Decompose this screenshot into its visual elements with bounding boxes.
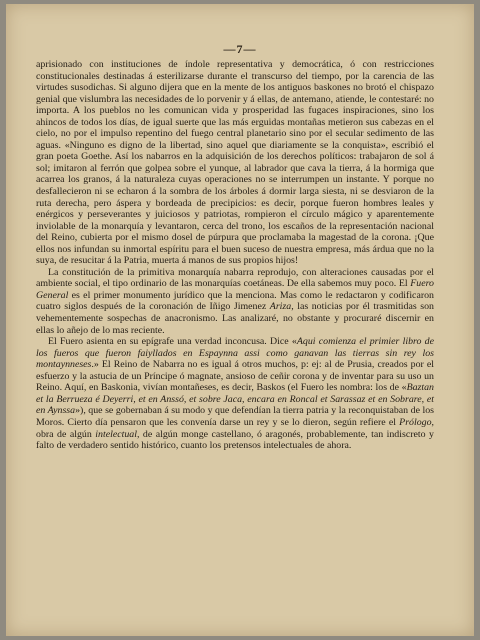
- italic-text: Aqui comienza el primier libro de los fueros que fueron faiyllados en Espaynna assi como ganavan las tierras sin rey los montaynneses: [36, 336, 434, 371]
- text-run: .» El Reino de Nabarra no es igual á otros muchos, p: ej: al de Prusia, creados por el esfuerzo y la astucia de un Príncipe ó magnate, ansioso de ceñir corona y de inventar para su uso un Reino. Aquí, en Baskonia, vivían montañeses, es decir, Baskos (el Fuero les nombra: los de «: [36, 359, 434, 394]
- text-run: La constitución de la primitiva monarquía nabarra reprodujo, con alteraciones causadas por el ambiente social, el tipo ordinario de las monarquías coetáneas. De ella sabemos muy poco. El: [36, 266, 434, 290]
- paragraph-p2: [36, 267, 434, 336]
- text-run: , obra de algún: [36, 416, 434, 440]
- text-run: , de algún monge castellano, ó aragonés, probablemente, tan indiscreto y falto de verdadero sentido histórico, cuanto los pretensos intelectuales de ahora.: [36, 428, 434, 452]
- text-run: , las noticias por él trasmitidas son vehementemente sospechas de anacronismo. Las analizaré, no obstante y procuraré discernir en ellas lo añejo de lo mas reciente.: [36, 301, 434, 336]
- text-run: »), que se gobernaban á su modo y que defendían la tierra patria y la reconquistaban de los Moros. Cierto día pensaron que les convenía darse un rey y se lo dieron, según refiere el: [36, 405, 434, 428]
- text-run: es el primer monumento jurídico que la menciona. Mas como le redactaron y codificaron cuatro siglos después de la coronación de Iñigo Jimenez: [36, 289, 434, 313]
- italic-text: Baztan et la Berrueza é Deyerri, et en Anssó, et sobre Jaca, encara en Roncal et Sarassaz et en Sobrare, et en Aynssa: [36, 382, 434, 417]
- page-number: —7—: [223, 42, 257, 56]
- body-text: [36, 59, 434, 452]
- paragraph-p3: [36, 336, 434, 451]
- paragraph-p1: [36, 59, 434, 267]
- text-run: aprisionado con instituciones de índole representativa y democrática, ó con restricciones constitucionales destinadas á esterilizarse durante el transcurso del tiempo, por la carencia de las virtudes susodichas. Si alguno dijera que en la mente de los antiguos baskones no brotó el chispazo genial que vislumbra las necesidades de lo porvenir y á ellas, de antemano, atiende, le contestaré: no importa. A los pueblos no les comunican vida y prosperidad las fugaces inspiraciones, sino los ahincos de todos los días, de igual suerte que las más erguidas montañas metieron sus cabezas en el cielo, no por el impulso repentino del fuego central planetario sino por el secular sedimento de las aguas. «Ninguno es digno de la libertad, sino aquel que diariamente se la conquista», escribió el gran poeta Goethe. Así los nabarros en la adquisición de los derechos políticos: trabajaron de sol á sol; imitaron al ferrón que golpea sobre el yunque, al labrador que cava la tierra, á la hormiga que acarrea los granos, á la naturaleza cuyas operaciones no se interrumpen un instante. Y porque no desfallecieron ni se echaron á la sombra de los árboles á dormir larga siesta, ni se desviaron de la ruta derecha, pero áspera y bordeada de precipicios: es decir, porque fueron hombres leales y enérgicos y perseverantes y juiciosos y patriotas, rompieron el círculo mágico y aparentemente inviolable de la monarquía y levantaron, cerca del trono, los escaños de la representación nacional del Reino, cubierta por el mismo dosel de púrpura que proclamaba la magestad de la corona. ¡Que ellos nos infundan su inmortal espíritu para el buen suceso de nuestra empresa, más árdua que no la suya, de resucitar á la Patria, muerta á manos de sus propios hijos!: [36, 59, 434, 267]
- text-run: El Fuero asienta en su epígrafe una verdad inconcusa. Dice «: [48, 336, 297, 348]
- italic-text: Prólogo: [399, 416, 432, 428]
- italic-text: intelectual: [95, 428, 137, 440]
- italic-text: Ariza: [269, 301, 292, 313]
- book-page: [6, 4, 474, 636]
- italic-text: Fuero General: [36, 278, 434, 301]
